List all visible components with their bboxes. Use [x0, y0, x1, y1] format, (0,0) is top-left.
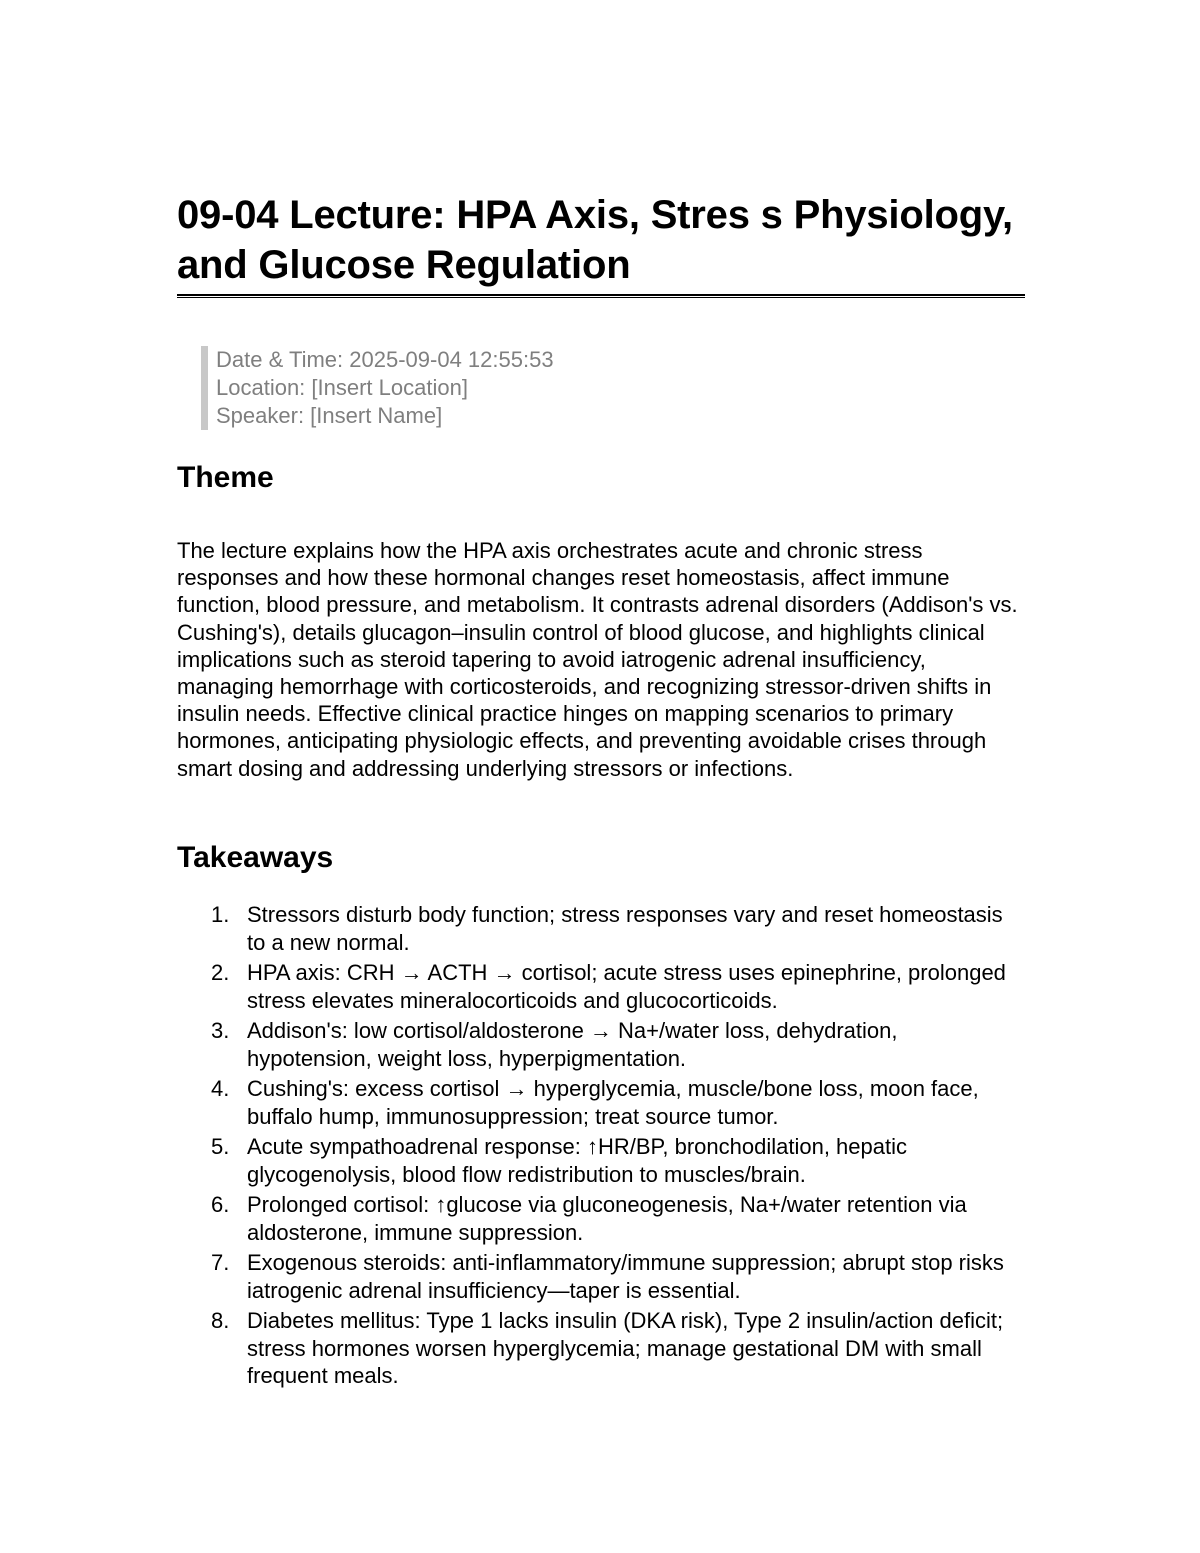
list-item: [177, 1017, 1027, 1072]
list-item-text: Acute sympathoadrenal response: ↑HR/BP, bronchodilation, hepatic glycogenolysis, blood flow redistribution to muscles/brain.: [247, 1134, 907, 1187]
list-item-text: Addison's: low cortisol/aldosterone → Na+/water loss, dehydration, hypotension, weight loss, hyperpigmentation.: [247, 1018, 898, 1071]
list-item: [177, 959, 1027, 1014]
list-item-number: 5.: [211, 1134, 230, 1159]
list-item-text: Prolonged cortisol: ↑glucose via gluconeogenesis, Na+/water retention via aldosterone, immune suppression.: [247, 1192, 967, 1245]
takeaways-heading: Takeaways: [177, 841, 334, 874]
takeaways-list: [177, 901, 1025, 1393]
meta-speaker: Speaker: [Insert Name]: [216, 403, 443, 428]
list-item-number: 8.: [211, 1308, 230, 1333]
title-divider: [177, 294, 1025, 298]
list-item-number: 4.: [211, 1076, 230, 1101]
list-item: [177, 1307, 1027, 1390]
list-item-number: 7.: [211, 1250, 230, 1275]
list-item: [177, 901, 1027, 956]
list-item: [177, 1249, 1027, 1304]
list-item-number: 1.: [211, 902, 230, 927]
list-item-number: 3.: [211, 1018, 230, 1043]
lecture-metadata: [201, 346, 816, 430]
list-item-text: Cushing's: excess cortisol → hyperglycemia, muscle/bone loss, moon face, buffalo hump, immunosuppression; treat source tumor.: [247, 1076, 979, 1129]
list-item-text: Stressors disturb body function; stress responses vary and reset homeostasis to a new normal.: [247, 902, 1003, 955]
list-item: [177, 1133, 1027, 1188]
list-item-number: 6.: [211, 1192, 230, 1217]
list-item-text: HPA axis: CRH → ACTH → cortisol; acute stress uses epinephrine, prolonged stress elevates mineralocorticoids and glucocorticoids.: [247, 960, 1006, 1013]
list-item-text: Exogenous steroids: anti-inflammatory/immune suppression; abrupt stop risks iatrogenic adrenal insufficiency—taper is essential.: [247, 1250, 1004, 1303]
list-item-number: 2.: [211, 960, 230, 985]
list-item: [177, 1075, 1027, 1130]
list-item: [177, 1191, 1027, 1246]
list-item-text: Diabetes mellitus: Type 1 lacks insulin (DKA risk), Type 2 insulin/action deficit; stress hormones worsen hyperglycemia; manage gestational DM with small frequent meals.: [247, 1308, 1004, 1388]
theme-heading: Theme: [177, 461, 274, 494]
theme-paragraph: The lecture explains how the HPA axis orchestrates acute and chronic stress responses and how these hormonal changes reset homeostasis, affect immune function, blood pressure, and metabolism. It contrasts adrenal disorders (Addison's vs. Cushing's), details glucagon–insulin control of blood glucose, and highlights clinical implications such as steroid tapering to avoid iatrogenic adrenal insufficiency, managing hemorrhage with corticosteroids, and recognizing stressor-driven shifts in insulin needs. Effective clinical practice hinges on mapping scenarios to primary hormones, anticipating physiologic effects, and preventing avoidable crises through smart dosing and addressing underlying stressors or infections.: [177, 538, 1018, 781]
page-title: 09-04 Lecture: HPA Axis, Stres s Physiology, and Glucose Regulation: [177, 193, 1013, 287]
meta-date-time: Date & Time: 2025-09-04 12:55:53: [216, 347, 554, 372]
meta-location: Location: [Insert Location]: [216, 375, 468, 400]
